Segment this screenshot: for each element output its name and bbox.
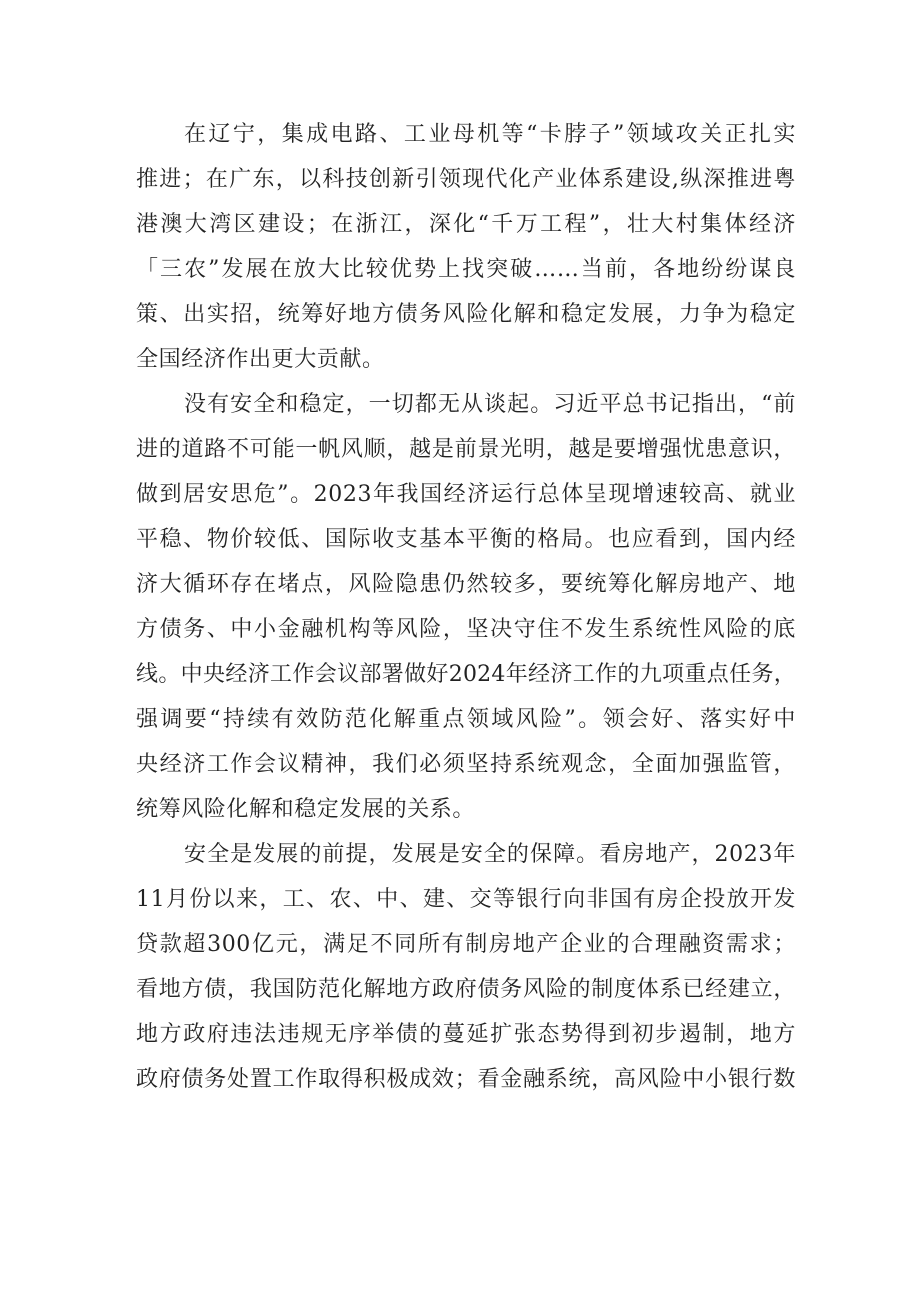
text-line: 贷款超300亿元，满足不同所有制房地产企业的合理融资需求； [136, 932, 796, 957]
text-line: 央经济工作会议精神，我们必须坚持系统观念，全面加强监管， [136, 752, 796, 777]
text-line: 进的道路不可能一帆风顺，越是前景光明，越是要增强忧患意识， [136, 437, 796, 462]
text-line: 平稳、物价较低、国际收支基本平衡的格局。也应看到，国内经 [136, 527, 796, 552]
text-line: 地方政府违法违规无序举债的蔓延扩张态势得到初步遏制，地方 [136, 1022, 796, 1047]
text-line: 安全是发展的前提，发展是安全的保障。看房地产，2023年 [184, 842, 796, 867]
text-line: 线。中央经济工作会议部署做好2024年经济工作的九项重点任务， [136, 662, 796, 687]
text-line: 港澳大湾区建设；在浙江，深化“千万工程”，壮大村集体经济 [136, 212, 796, 237]
text-line: 做到居安思危”。2023年我国经济运行总体呈现增速较高、就业 [136, 482, 796, 507]
paragraph-2 [136, 382, 796, 832]
text-line: 统筹风险化解和稳定发展的关系。 [136, 797, 476, 822]
paragraph-1 [136, 112, 796, 382]
text-line: 看地方债，我国防范化解地方政府债务风险的制度体系已经建立， [136, 977, 796, 1002]
text-line: 政府债务处置工作取得积极成效；看金融系统，高风险中小银行数 [136, 1067, 796, 1092]
text-line: 推进；在广东，以科技创新引领现代化产业体系建设,纵深推进粤 [136, 167, 796, 192]
text-line: 11月份以来，工、农、中、建、交等银行向非国有房企投放开发 [136, 887, 796, 912]
article-body [136, 112, 796, 1102]
text-line: 方债务、中小金融机构等风险，坚决守住不发生系统性风险的底 [136, 617, 796, 642]
text-line: 「三农”发展在放大比较优势上找突破……当前，各地纷纷谋良 [136, 257, 796, 282]
text-line: 没有安全和稳定，一切都无从谈起。习近平总书记指出，“前 [184, 392, 796, 417]
paragraph-3 [136, 832, 796, 1102]
text-line: 在辽宁，集成电路、工业母机等“卡脖子”领域攻关正扎实 [184, 122, 796, 147]
text-line: 全国经济作出更大贡献。 [136, 347, 385, 372]
text-line: 策、出实招，统筹好地方债务风险化解和稳定发展，力争为稳定 [136, 302, 796, 327]
text-line: 强调要“持续有效防范化解重点领域风险”。领会好、落实好中 [136, 707, 796, 732]
text-line: 济大循环存在堵点，风险隐患仍然较多，要统筹化解房地产、地 [136, 572, 796, 597]
